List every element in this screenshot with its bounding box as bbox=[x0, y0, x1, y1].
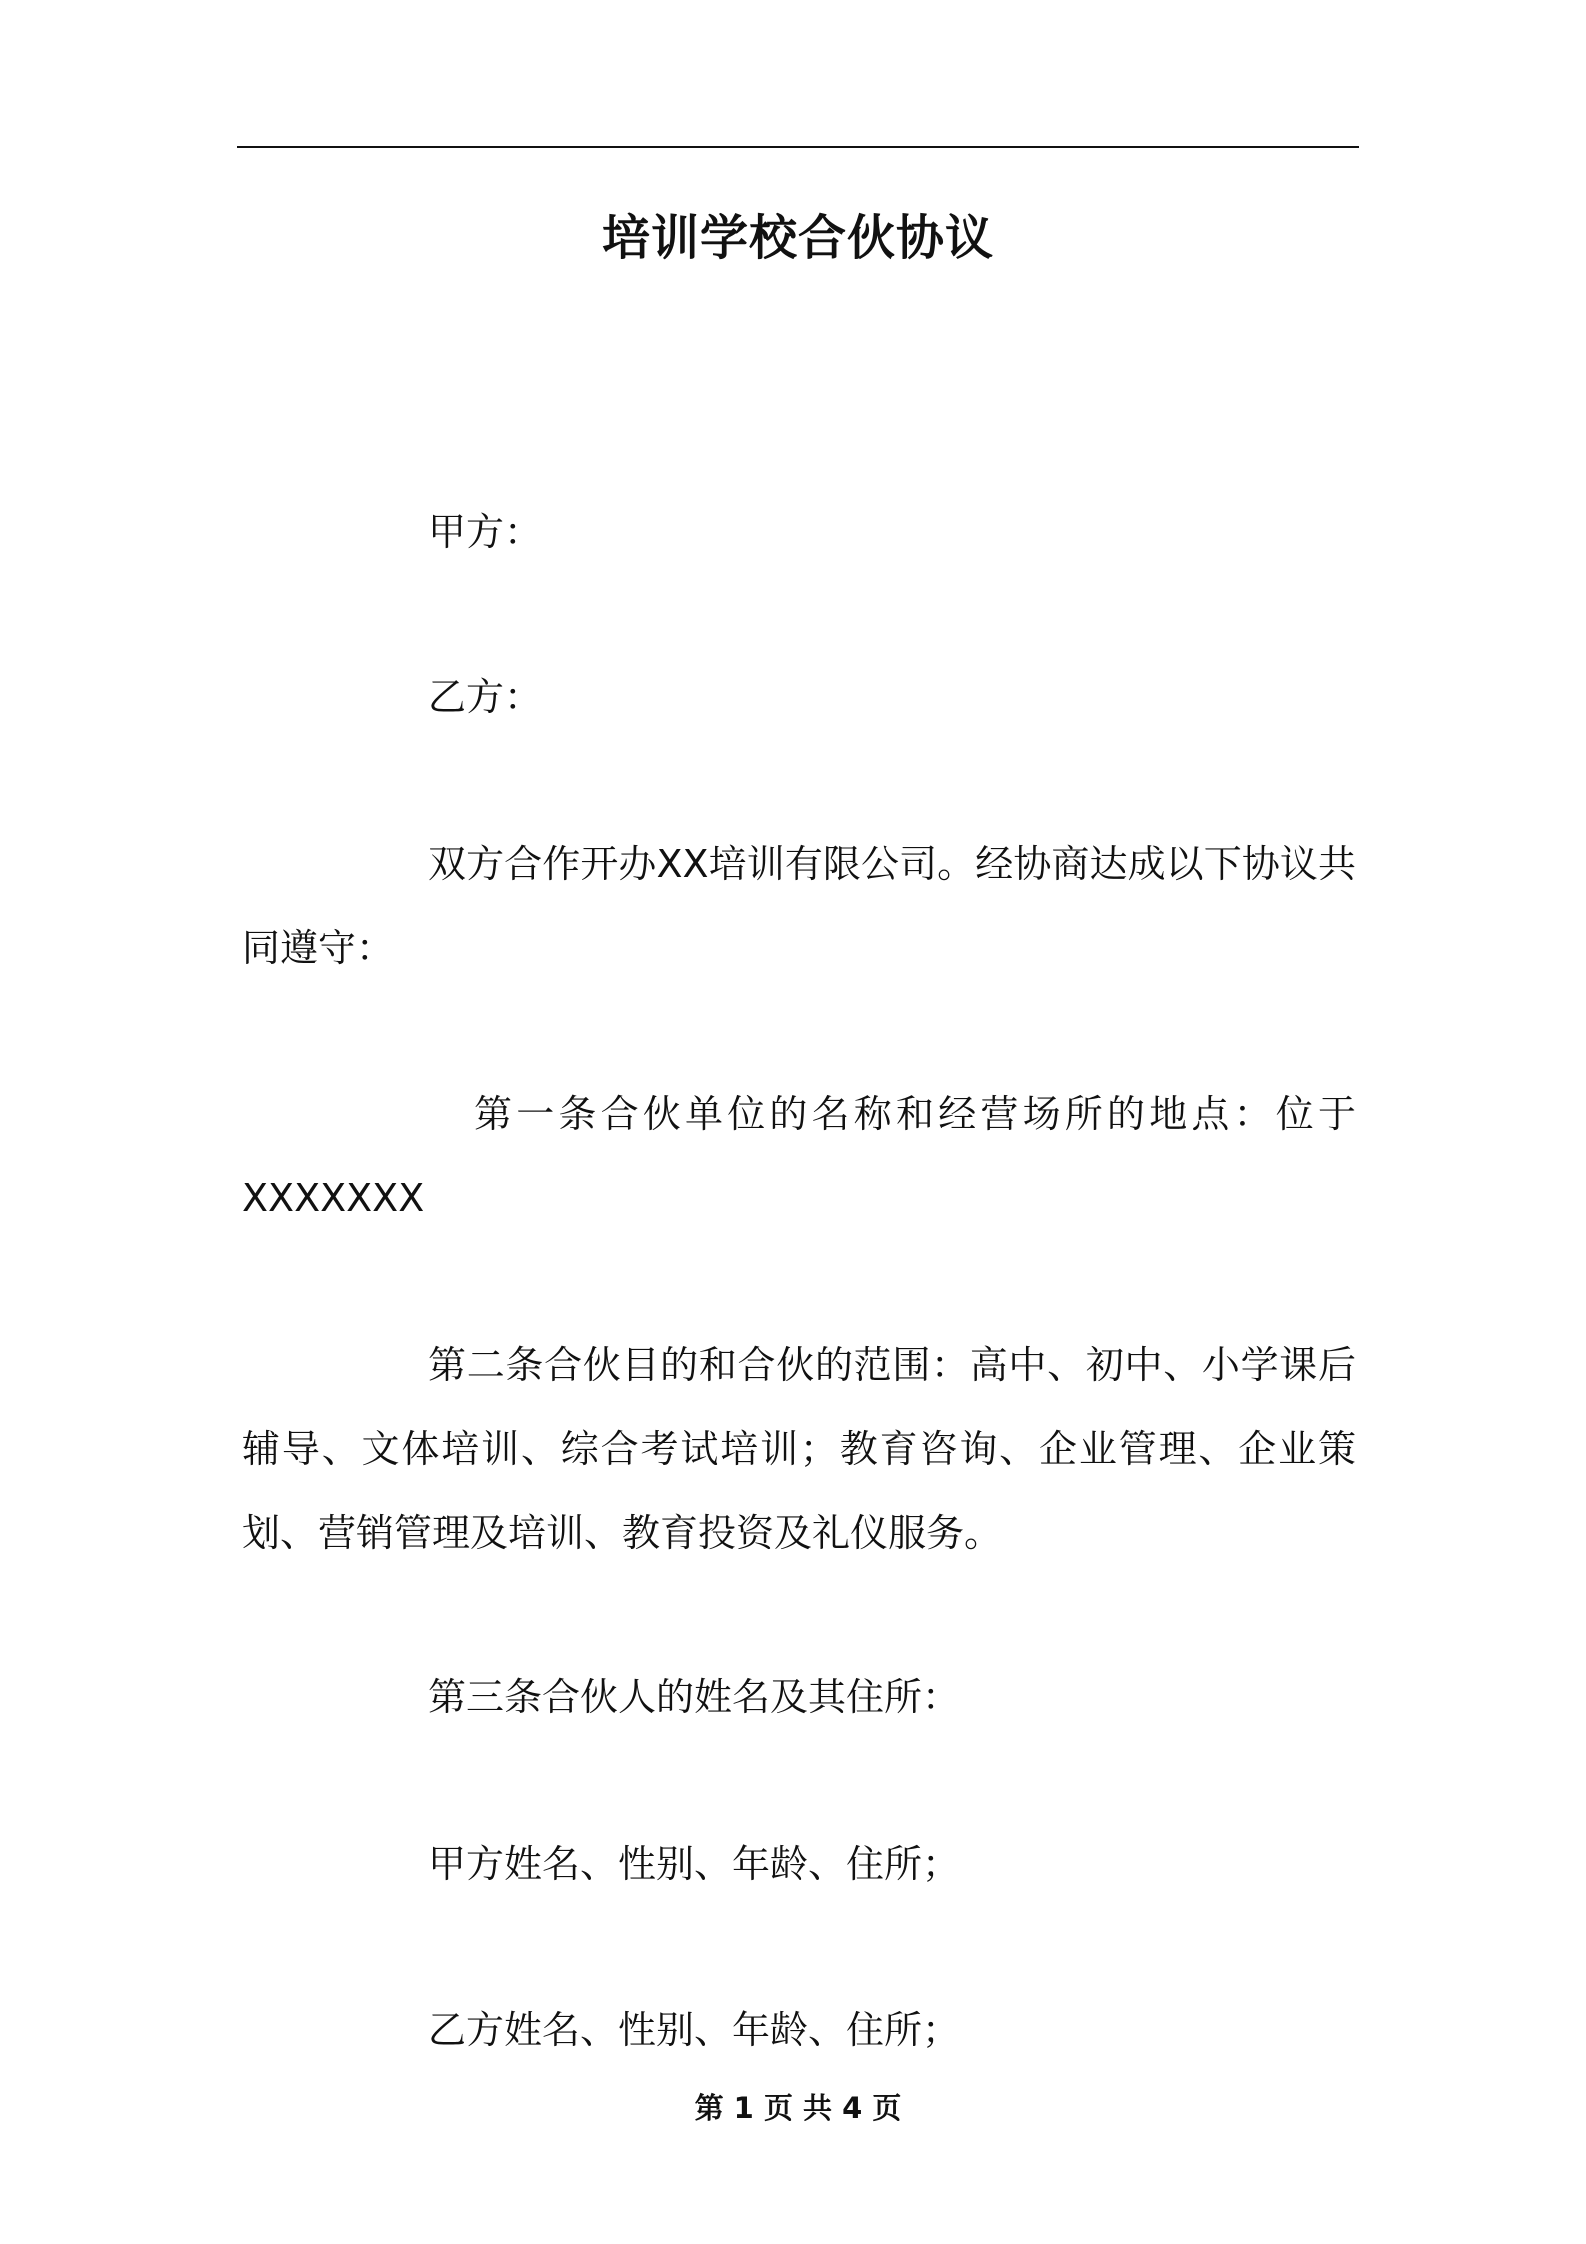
party-a-line: 甲方： bbox=[428, 510, 543, 554]
header-rule bbox=[237, 146, 1359, 148]
article-3-paragraph: 第三条合伙人的姓名及其住所： bbox=[428, 1675, 961, 1719]
page-indicator: 第 1 页 共 4 页 bbox=[694, 2091, 902, 2125]
party-a-info-line: 甲方姓名、性别、年龄、住所； bbox=[428, 1842, 961, 1886]
article-1-paragraph: 第一条合伙单位的名称和经营场所的地点：位于XXXXXXX bbox=[242, 1092, 1356, 1220]
party-b-info-line: 乙方姓名、性别、年龄、住所； bbox=[428, 2008, 961, 2052]
document-title: 培训学校合伙协议 bbox=[601, 210, 994, 266]
intro-paragraph: 双方合作开办XX培训有限公司。经协商达成以下协议共同遵守： bbox=[242, 842, 1356, 970]
party-b-line: 乙方： bbox=[428, 675, 543, 719]
article-2-paragraph: 第二条合伙目的和合伙的范围：高中、初中、小学课后辅导、文体培训、综合考试培训；教育咨询、企业管理、企业策划、营销管理及培训、教育投资及礼仪服务。 bbox=[242, 1343, 1356, 1555]
